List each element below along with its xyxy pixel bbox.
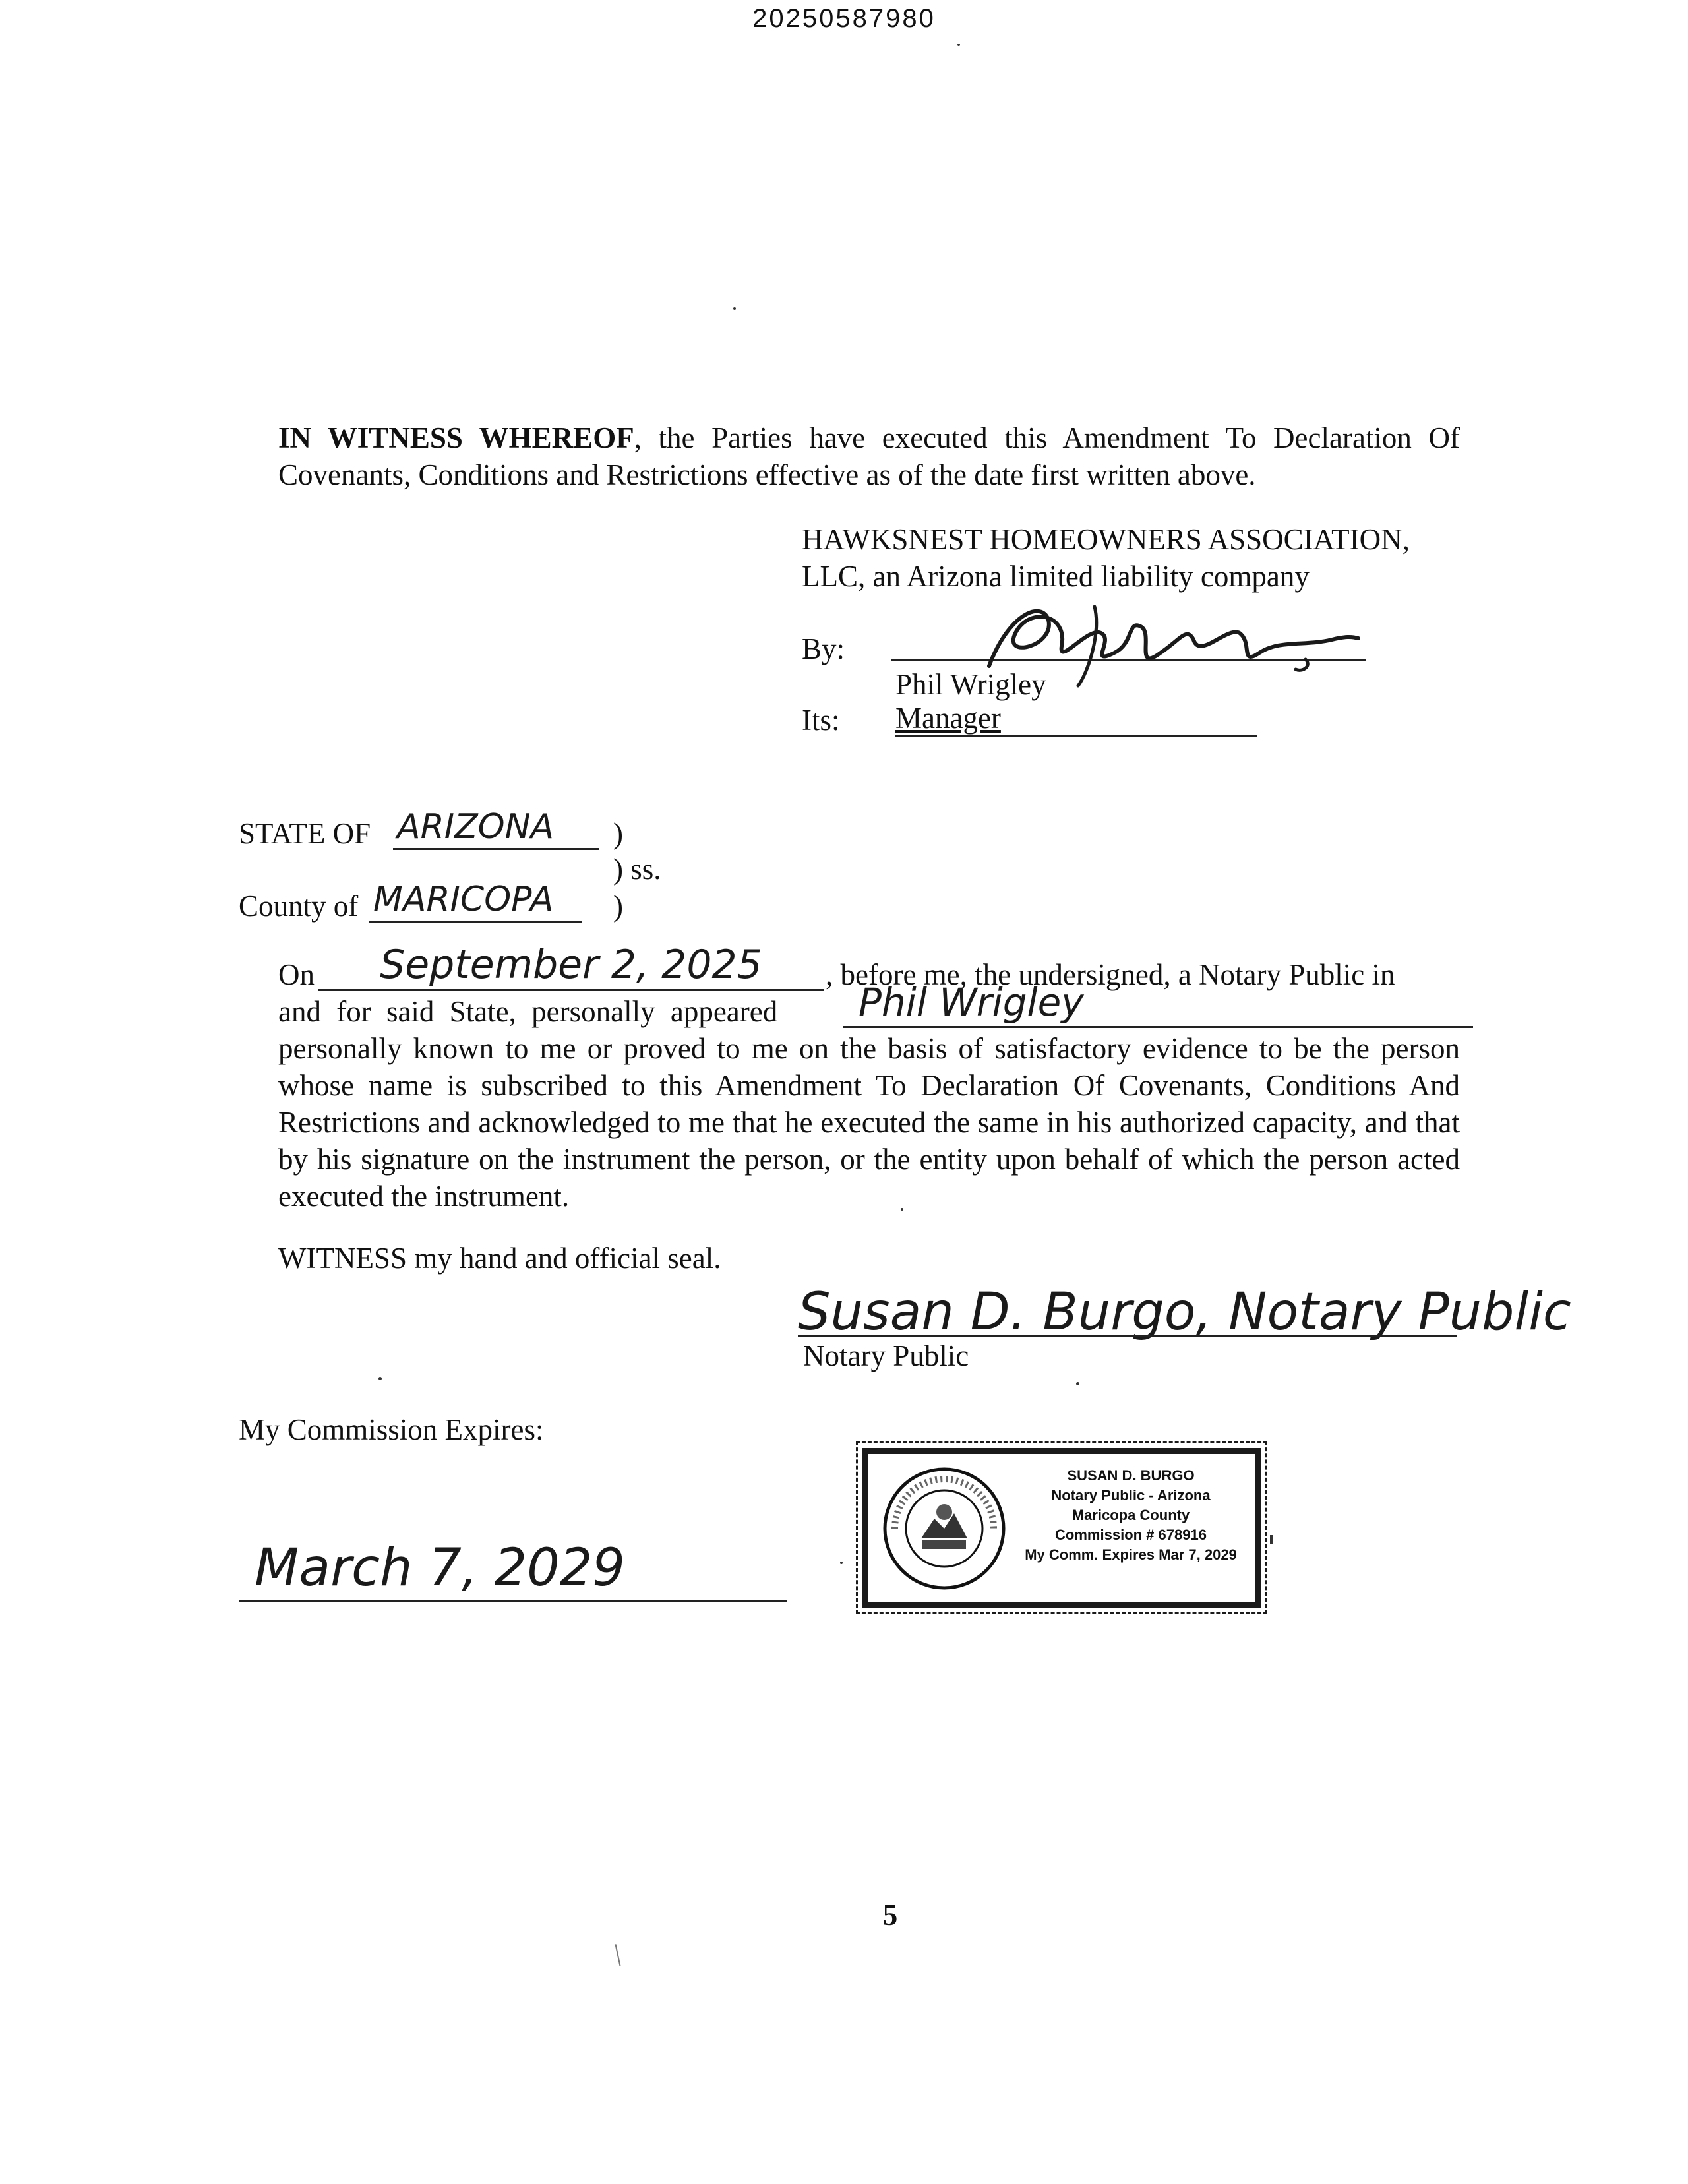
signer-name: Phil Wrigley (895, 668, 1046, 701)
stamp-line-2: Notary Public - Arizona (1051, 1487, 1211, 1503)
page-number: 5 (882, 1898, 898, 1931)
stamp-name: SUSAN D. BURGO (1067, 1467, 1195, 1484)
ack-line1-rest: , before me, the undersigned, a Notary Public in (826, 958, 1395, 991)
scan-speck (378, 1377, 382, 1380)
witness-seal-line: WITNESS my hand and official seal. (278, 1242, 721, 1275)
scan-speck (957, 44, 960, 46)
ack-line2-start: and for said State, personally appeared (278, 995, 778, 1028)
by-label: By: (802, 632, 845, 665)
ss-mark: ) ss. (613, 853, 661, 886)
scan-speck (901, 1208, 903, 1211)
stamp-line-4: Commission # 678916 (1055, 1527, 1207, 1543)
company-line-1: HAWKSNEST HOMEOWNERS ASSOCIATION, (802, 523, 1410, 556)
notary-signature: Susan D. Burgo, Notary Public (798, 1283, 1571, 1342)
state-label: STATE OF (239, 817, 371, 850)
commission-label: My Commission Expires: (239, 1413, 544, 1446)
witness-paragraph (278, 419, 1460, 493)
notary-signature-line (798, 1335, 1457, 1337)
scan-speck (1270, 1535, 1273, 1544)
stamp-line-5: My Comm. Expires Mar 7, 2029 (1025, 1546, 1237, 1563)
state-value: ARIZONA (393, 806, 599, 850)
state-seal-icon (882, 1466, 1007, 1591)
document-number: 20250587980 (752, 4, 936, 33)
scan-speck (733, 307, 736, 310)
company-line-2: LLC, an Arizona limited liability company (802, 560, 1310, 593)
county-value: MARICOPA (369, 878, 582, 923)
county-label: County of (239, 890, 359, 923)
acknowledgment-date: September 2, 2025 (318, 940, 824, 991)
signer-title (895, 702, 1257, 737)
acknowledgment-body: personally known to me or proved to me on the basis of satisfactory evidence to be the person whose name is subscribed to this Amendment To Declaration Of Covenants, Conditions And Restrictions and acknowledged to me that he executed the same in his authorized capacity, and that by his signature on the instrument the person, or the entity upon behalf of which the person acted executed the instrument. (278, 1032, 1460, 1213)
scan-speck (840, 1562, 843, 1564)
scan-speck (1076, 1382, 1079, 1385)
signer-title-text: Manager (895, 702, 1001, 735)
notary-label: Notary Public (803, 1339, 969, 1372)
stamp-line-3: Maricopa County (1071, 1507, 1190, 1523)
witness-rest: , the Parties have executed this Amendment To Declaration Of Covenants, Conditions and Restrictions effective as of the date first written above. (278, 421, 1460, 491)
scan-mark (615, 1944, 620, 1966)
commission-date: March 7, 2029 (239, 1536, 787, 1602)
county-paren: ) (613, 890, 623, 923)
appeared-person: Phil Wrigley (843, 979, 1473, 1028)
state-paren: ) (613, 817, 623, 850)
witness-lead: IN WITNESS WHEREOF (278, 421, 634, 454)
on-label: On (278, 958, 315, 991)
notary-stamp (862, 1448, 1261, 1608)
its-label: Its: (802, 704, 840, 737)
stamp-text (1008, 1466, 1253, 1565)
